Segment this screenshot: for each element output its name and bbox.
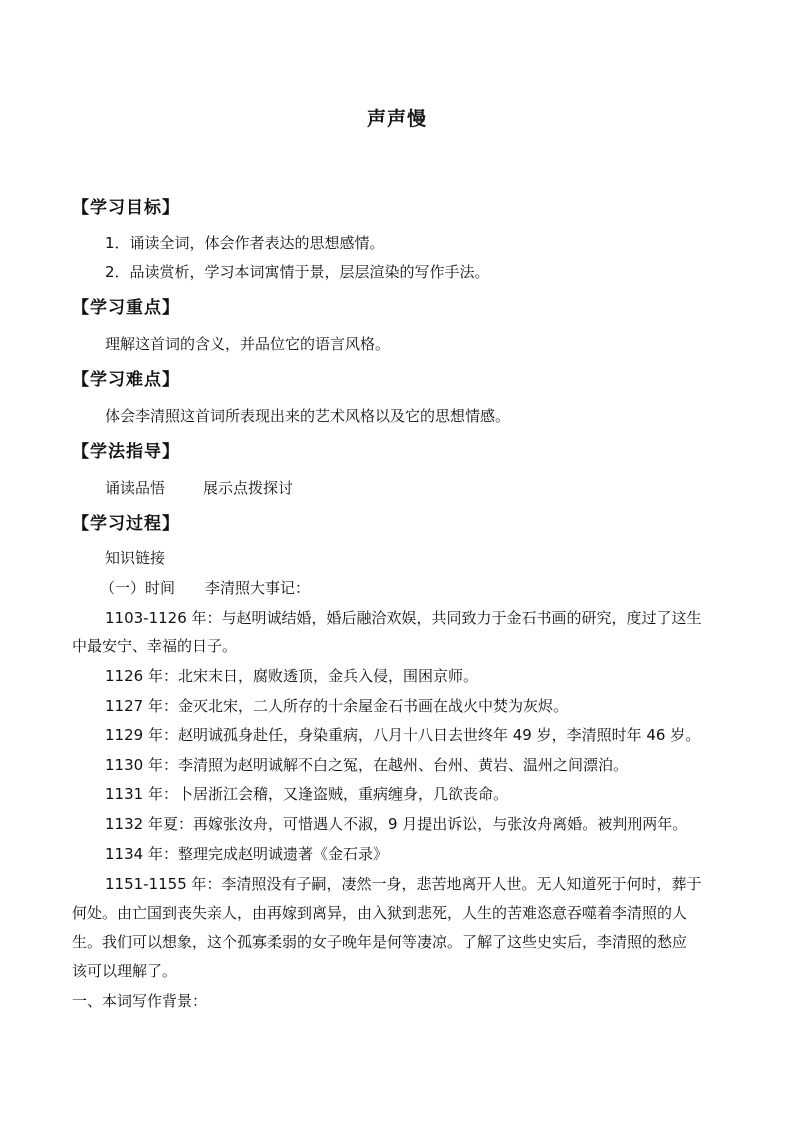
knowledge-link: 知识链接 [105, 549, 166, 567]
timeline-line-8: 1132 年夏：再嫁张汝舟，可惜遇人不淑，9 月提出诉讼，与张汝舟离婚。被判刑两年。 [105, 815, 688, 833]
timeline-line-7: 1131 年：卜居浙江会稽，又逢盗贼，重病缠身，几欲丧命。 [105, 785, 508, 803]
page-title: 声声慢 [366, 108, 427, 130]
focus-text: 理解这首词的含义，并品位它的语言风格。 [105, 335, 391, 353]
heading-learning-focus: 【学习重点】 [72, 298, 180, 318]
timeline-line-9: 1134 年：整理完成赵明诚遗著《金石录》 [105, 845, 388, 863]
goal-item-1: 1．诵读全词，体会作者表达的思想感情。 [105, 234, 385, 252]
heading-learning-difficulty: 【学习难点】 [72, 370, 180, 390]
heading-learning-goals: 【学习目标】 [72, 198, 180, 218]
background-heading: 一、本词写作背景： [72, 992, 208, 1010]
timeline-line-10: 1151-1155 年：李清照没有子嗣，凄然一身，悲苦地离开人世。无人知道死于何时，葬于 [105, 875, 702, 893]
timeline-title: 李清照大事记： [205, 579, 311, 597]
timeline-line-4: 1127 年：金灭北宋，二人所存的十余屋金石书画在战火中焚为灰烬。 [105, 697, 568, 715]
timeline-line-13: 该可以理解了。 [72, 962, 178, 980]
timeline-line-3: 1126 年：北宋末日，腐败透顶，金兵入侵，围困京师。 [105, 667, 478, 685]
method-line [105, 478, 293, 498]
timeline-header [100, 578, 310, 598]
method-item-recite: 诵读品悟 [105, 479, 166, 497]
timeline-line-2: 中最安宁、幸福的日子。 [72, 637, 238, 655]
heading-learning-method: 【学法指导】 [72, 442, 180, 462]
timeline-line-6: 1130 年：李清照为赵明诚解不白之冤，在越州、台州、黄岩、温州之间漂泊。 [105, 756, 628, 774]
timeline-line-5: 1129 年：赵明诚孤身赴任，身染重病，八月十八日去世终年 49 岁，李清照时年 46 岁。 [105, 726, 701, 744]
difficulty-text: 体会李清照这首词所表现出来的艺术风格以及它的思想情感。 [105, 407, 511, 425]
method-item-discuss: 展示点拨探讨 [203, 479, 294, 497]
timeline-line-1: 1103-1126 年：与赵明诚结婚，婚后融洽欢娱，共同致力于金石书画的研究，度过了这生 [105, 609, 702, 627]
timeline-line-12: 生。我们可以想象，这个孤寡柔弱的女子晚年是何等凄凉。了解了这些史实后，李清照的愁应 [72, 933, 688, 951]
goal-item-2: 2．品读赏析，学习本词寓情于景，层层渲染的写作手法。 [105, 263, 490, 281]
timeline-line-11: 何处。由亡国到丧失亲人，由再嫁到离异，由入狱到悲死，人生的苦难恣意吞噬着李清照的人 [72, 904, 688, 922]
timeline-label: （一）时间 [100, 579, 176, 597]
heading-learning-process: 【学习过程】 [72, 514, 180, 534]
